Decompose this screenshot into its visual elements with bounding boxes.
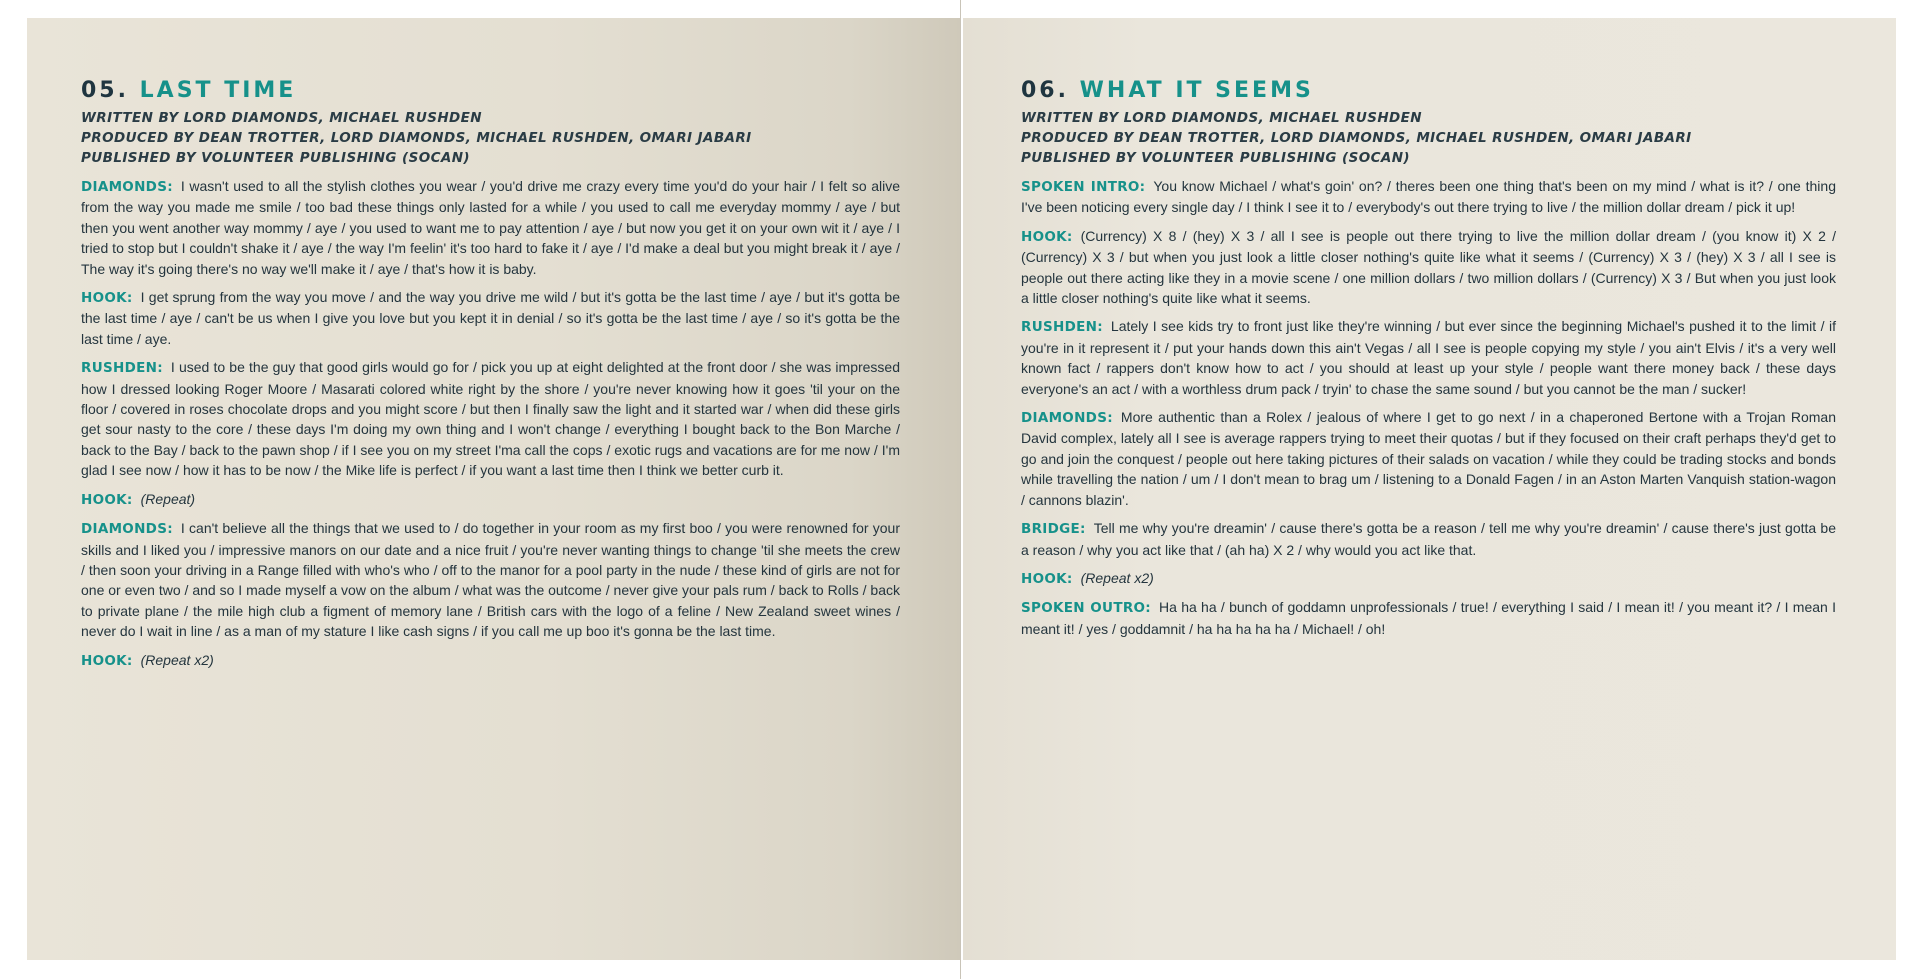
verse-text: Tell me why you're dreamin' / cause there's gotta be a reason / tell me why you're dreamin' / cause there's just gotta be a reason / why you act like that / (ah ha) X 2 / why would you act like that. — [1021, 520, 1836, 558]
credits — [81, 108, 900, 168]
verse-text: I wasn't used to all the stylish clothes you wear / you'd drive me crazy every time you'd do your hair / I felt so alive from the way you made me smile / too bad these things only lasted for a while / you used to call me everyday mommy / aye / but then you went another way mommy / aye / you used to want me to pay attention / aye / but now you get it on your own wit it / aye / I tried to stop but I couldn't shake it / aye / the way I'm feelin' it's too hard to fake it / aye / I'd make a deal but you might break it / aye / The way it's going there's no way we'll make it / aye / that's how it is baby. — [81, 178, 900, 277]
verse-text: Lately I see kids try to front just like they're winning / but ever since the beginning Michael's pushed it to the limit / if you're in it represent it / put your hands down this ain't Vegas / all I see is people copying my style / you ain't Elvis / it's a very well known fact / rappers don't know how to act / you should at least up your style / people want there money back / these days everyone's an act / with a worthless drum pack / tryin' to chase the same sound / but you cannot be the man / sucker! — [1021, 318, 1836, 397]
verse-text: I get sprung from the way you move / and the way you drive me wild / but it's gotta be the last time / aye / but it's gotta be the last time / aye / can't be us when I give you love but you kept it in denial / so it's gotta be the last time / aye / so it's gotta be the last time / aye. — [81, 289, 900, 347]
verse-label: HOOK: — [81, 652, 133, 669]
verse-rushden — [81, 357, 900, 480]
verse-label: RUSHDEN: — [1021, 319, 1103, 336]
verse-bridge — [1021, 518, 1836, 560]
verse-note: (Repeat) — [140, 490, 196, 507]
verse-spoken-intro — [1021, 176, 1836, 218]
credit-published: PUBLISHED BY VOLUNTEER PUBLISHING (SOCAN) — [81, 150, 470, 166]
verse-label: SPOKEN INTRO: — [1021, 179, 1146, 195]
verse-text: More authentic than a Rolex / jealous of where I get to go next / in a chaperoned Bertone with a Trojan Roman David complex, lately all I see is average rappers trying to meet their quotas / but if they focused on their craft perhaps they'd get to go and join the conquest / people out here taking pictures of their salads on vacation / while they could be trading stocks and bonds while travelling the nation / um / I don't mean to brag um / listening to a Donald Fagen / in an Aston Marten Vanquish station-wagon / cannons blazin'. — [1021, 409, 1836, 508]
track-title: LAST TIME — [139, 78, 297, 103]
verse-text: You know Michael / what's goin' on? / theres been one thing that's been on my mind / what is it? / one thing I've been noticing every single day / I think I see it to / everybody's out there trying to live / the million dollar dream / pick it up! — [1021, 178, 1836, 216]
track-heading — [81, 78, 900, 104]
verse-text: Ha ha ha / bunch of goddamn unprofessionals / true! / everything I said / I mean it! / you meant it? / I mean I meant it! / yes / goddamnit / ha ha ha ha ha / Michael! / oh! — [1021, 599, 1836, 637]
verse-label: SPOKEN OUTRO: — [1021, 600, 1151, 617]
credit-written: WRITTEN BY LORD DIAMONDS, MICHAEL RUSHDEN — [1021, 110, 1422, 126]
verse-diamonds-2 — [81, 518, 900, 641]
verse-label: HOOK: — [81, 290, 133, 307]
verse-text: I can't believe all the things that we used to / do together in your room as my first boo / you were renowned for your skills and I liked you / impressive manors on our date and a nice fruit / you're never wanting things to change 'til she meets the crew / then soon your driving in a Range filled with who's who / off to the manor for a pool party in the nude / these kind of girls are not for one or even two / and so I made myself a vow on the album / what was the outcome / never give your pals rum / back to Rolls / back to private plane / the mile high club a figment of memory lane / British cars with the logo of a feline / New Zealand sweet wines / never do I wait in line / as a man of my stature I like cash signs / if you call me up boo it's gonna be the last time. — [81, 520, 900, 640]
left-page — [27, 18, 960, 960]
verse-note: (Repeat x2) — [1080, 569, 1154, 586]
track-number: 05. — [81, 78, 129, 103]
credits — [1021, 108, 1836, 168]
verse-diamonds — [1021, 407, 1836, 510]
credit-produced: PRODUCED BY DEAN TROTTER, LORD DIAMONDS, MICHAEL RUSHDEN, OMARI JABARI — [81, 130, 752, 146]
spine-divider — [960, 0, 961, 979]
verse-label: RUSHDEN: — [81, 360, 163, 377]
right-page — [963, 18, 1896, 960]
credit-produced: PRODUCED BY DEAN TROTTER, LORD DIAMONDS, MICHAEL RUSHDEN, OMARI JABARI — [1021, 130, 1692, 146]
verse-hook — [1021, 226, 1836, 309]
verse-label: DIAMONDS: — [81, 179, 173, 195]
track-title: WHAT IT SEEMS — [1079, 78, 1314, 103]
verse-hook-repeat-x2 — [1021, 568, 1836, 589]
verse-label: HOOK: — [81, 491, 133, 508]
track-heading — [1021, 78, 1836, 104]
verse-hook-repeat-x2 — [81, 650, 900, 671]
verse-rushden — [1021, 316, 1836, 399]
verse-text: I used to be the guy that good girls would go for / pick you up at eight delighted at the front door / she was impressed how I dressed looking Roger Moore / Masarati colored white right by the shore / you're never knowing how it goes 'til your on the floor / covered in roses chocolate drops and you might score / but then I finally saw the light and it started war / when did these girls get sour nasty to the core / these days I'm doing my own thing and I won't change / everything I bought back to the Bon Marche / back to the Bay / back to the pawn shop / if I see you on my street I'ma call the cops / exotic rugs and vacations are for me now / I'm glad I see now / how it has to be now / the Mike life is perfect / if you want a last time then I think we better curb it. — [81, 359, 900, 479]
verse-label: HOOK: — [1021, 570, 1073, 587]
track-number: 06. — [1021, 78, 1069, 103]
verse-note: (Repeat x2) — [140, 651, 214, 668]
verse-text: (Currency) X 8 / (hey) X 3 / all I see is people out there trying to live the million dollar dream / (you know it) X 2 / (Currency) X 3 / but when you just look a little closer nothing's quite like what it seems / (Currency) X 3 / (hey) X 3 / all I see is people out there acting like they in a movie scene / one million dollars / two million dollars / (Currency) X 3 / But when you just look a little closer nothing's quite like what it seems. — [1021, 227, 1836, 307]
verse-diamonds-1 — [81, 176, 900, 279]
verse-label: DIAMONDS: — [1021, 410, 1113, 427]
verse-label: BRIDGE: — [1021, 521, 1086, 538]
verse-hook-repeat — [81, 489, 900, 510]
credit-written: WRITTEN BY LORD DIAMONDS, MICHAEL RUSHDEN — [81, 110, 482, 126]
verse-label: HOOK: — [1021, 228, 1073, 245]
credit-published: PUBLISHED BY VOLUNTEER PUBLISHING (SOCAN) — [1021, 150, 1410, 166]
verse-label: DIAMONDS: — [81, 521, 173, 538]
verse-spoken-outro — [1021, 597, 1836, 639]
verse-hook — [81, 287, 900, 349]
